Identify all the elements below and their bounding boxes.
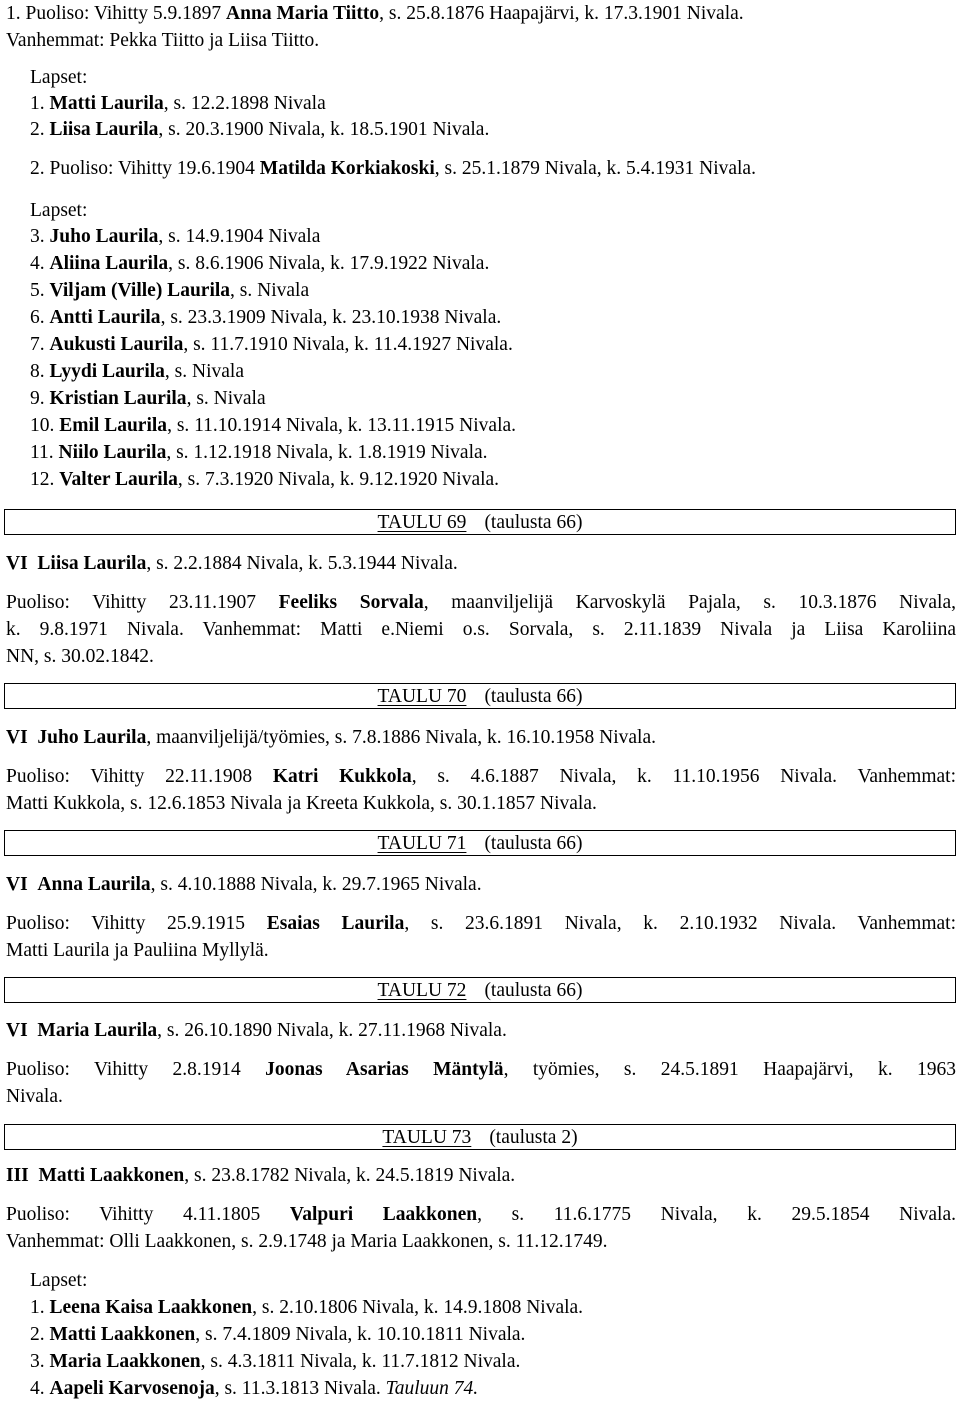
table-header-box	[4, 683, 956, 709]
spouse-line-2: 2. Puoliso: Vihitty 19.6.1904 Matilda Korkiakoski, s. 25.1.1879 Nivala, k. 5.4.1931 Nivala.	[30, 158, 756, 179]
table-reference: (taulusta 66)	[484, 833, 583, 854]
spouse-parents-line: Nivala.	[6, 1086, 63, 1107]
child-line: 4. Aliina Laurila, s. 8.6.1906 Nivala, k. 17.9.1922 Nivala.	[30, 253, 490, 274]
child-line: 2. Matti Laakkonen, s. 7.4.1809 Nivala, k. 10.10.1811 Nivala.	[30, 1324, 526, 1345]
table-reference: (taulusta 66)	[484, 980, 583, 1001]
table-header	[5, 979, 955, 1003]
person-heading: VI Liisa Laurila, s. 2.2.1884 Nivala, k. 5.3.1944 Nivala.	[6, 553, 458, 574]
table-header	[5, 1126, 955, 1150]
spouse-parents-line: Vanhemmat: Olli Laakkonen, s. 2.9.1748 ja Maria Laakkonen, s. 11.12.1749.	[6, 1231, 608, 1252]
spouse-line: Puoliso: Vihitty 2.8.1914 Joonas Asarias Mäntylä, työmies, s. 24.5.1891 Haapajärvi, k. 1963	[6, 1059, 956, 1080]
table-header	[5, 685, 955, 709]
table-title: TAULU 73	[382, 1127, 472, 1148]
child-line: 11. Niilo Laurila, s. 1.12.1918 Nivala, k. 1.8.1919 Nivala.	[30, 442, 488, 463]
spouse-line: Puoliso: Vihitty 4.11.1805 Valpuri Laakkonen, s. 11.6.1775 Nivala, k. 29.5.1854 Nivala.	[6, 1204, 956, 1225]
person-name: Matilda Korkiakoski	[259, 158, 435, 179]
table-header	[5, 511, 955, 535]
table-title: TAULU 69	[377, 512, 467, 533]
parents-line: Vanhemmat: Pekka Tiitto ja Liisa Tiitto.	[6, 30, 320, 51]
spouse-line: Puoliso: Vihitty 22.11.1908 Katri Kukkola, s. 4.6.1887 Nivala, k. 11.10.1956 Nivala. Vanhemmat:	[6, 766, 956, 787]
child-line: 7. Aukusti Laurila, s. 11.7.1910 Nivala, k. 11.4.1927 Nivala.	[30, 334, 513, 355]
table-header-box	[4, 977, 956, 1003]
person-heading: VI Juho Laurila, maanviljelijä/työmies, s. 7.8.1886 Nivala, k. 16.10.1958 Nivala.	[6, 727, 656, 748]
spouse-line-1: 1. Puoliso: Vihitty 5.9.1897 Anna Maria Tiitto, s. 25.8.1876 Haapajärvi, k. 17.3.1901 Nivala.	[6, 3, 744, 24]
spouse-parents-line: Matti Kukkola, s. 12.6.1853 Nivala ja Kreeta Kukkola, s. 30.1.1857 Nivala.	[6, 793, 597, 814]
child-line: 3. Juho Laurila, s. 14.9.1904 Nivala	[30, 226, 321, 247]
table-header-box	[4, 509, 956, 535]
person-heading: VI Anna Laurila, s. 4.10.1888 Nivala, k. 29.7.1965 Nivala.	[6, 874, 482, 895]
spouse-line: Puoliso: Vihitty 25.9.1915 Esaias Laurila, s. 23.6.1891 Nivala, k. 2.10.1932 Nivala. Vanhemmat:	[6, 913, 956, 934]
table-header-box	[4, 1124, 956, 1150]
table-title: TAULU 71	[377, 833, 467, 854]
children-heading: Lapset:	[30, 200, 88, 221]
child-line: 5. Viljam (Ville) Laurila, s. Nivala	[30, 280, 310, 301]
table-title: TAULU 72	[377, 980, 467, 1001]
table-title: TAULU 70	[377, 686, 467, 707]
child-line: 10. Emil Laurila, s. 11.10.1914 Nivala, k. 13.11.1915 Nivala.	[30, 415, 517, 436]
table-reference: (taulusta 66)	[484, 512, 583, 533]
person-name: Anna Maria Tiitto	[226, 3, 380, 24]
children-heading: Lapset:	[30, 67, 88, 88]
child-line: 1. Leena Kaisa Laakkonen, s. 2.10.1806 Nivala, k. 14.9.1808 Nivala.	[30, 1297, 584, 1318]
child-line: 8. Lyydi Laurila, s. Nivala	[30, 361, 244, 382]
cross-reference-link: Tauluun 74.	[385, 1378, 479, 1399]
spouse-parents-line: Matti Laurila ja Pauliina Myllylä.	[6, 940, 269, 961]
spouse-line: Puoliso: Vihitty 23.11.1907 Feeliks Sorvala, maanviljelijä Karvoskylä Pajala, s. 10.3.1876 Nivala,	[6, 592, 956, 613]
table-reference: (taulusta 2)	[489, 1127, 578, 1148]
table-header	[5, 832, 955, 856]
table-reference: (taulusta 66)	[484, 686, 583, 707]
person-heading: III Matti Laakkonen, s. 23.8.1782 Nivala, k. 24.5.1819 Nivala.	[6, 1165, 516, 1186]
child-line: 9. Kristian Laurila, s. Nivala	[30, 388, 266, 409]
child-line: 6. Antti Laurila, s. 23.3.1909 Nivala, k. 23.10.1938 Nivala.	[30, 307, 502, 328]
child-line: 12. Valter Laurila, s. 7.3.1920 Nivala, k. 9.12.1920 Nivala.	[30, 469, 500, 490]
child-line: 1. Matti Laurila, s. 12.2.1898 Nivala	[30, 93, 326, 114]
spouse-parents-line: k. 9.8.1971 Nivala. Vanhemmat: Matti e.Niemi o.s. Sorvala, s. 2.11.1839 Nivala ja Liisa Karoliina	[6, 619, 956, 640]
table-header-box	[4, 830, 956, 856]
child-line: 2. Liisa Laurila, s. 20.3.1900 Nivala, k. 18.5.1901 Nivala.	[30, 119, 490, 140]
child-line: 4. Aapeli Karvosenoja, s. 11.3.1813 Nivala. Tauluun 74.	[30, 1378, 479, 1399]
spouse-parents-line: NN, s. 30.02.1842.	[6, 646, 154, 667]
person-heading: VI Maria Laurila, s. 26.10.1890 Nivala, k. 27.11.1968 Nivala.	[6, 1020, 507, 1041]
child-line: 3. Maria Laakkonen, s. 4.3.1811 Nivala, k. 11.7.1812 Nivala.	[30, 1351, 521, 1372]
children-heading: Lapset:	[30, 1270, 88, 1291]
